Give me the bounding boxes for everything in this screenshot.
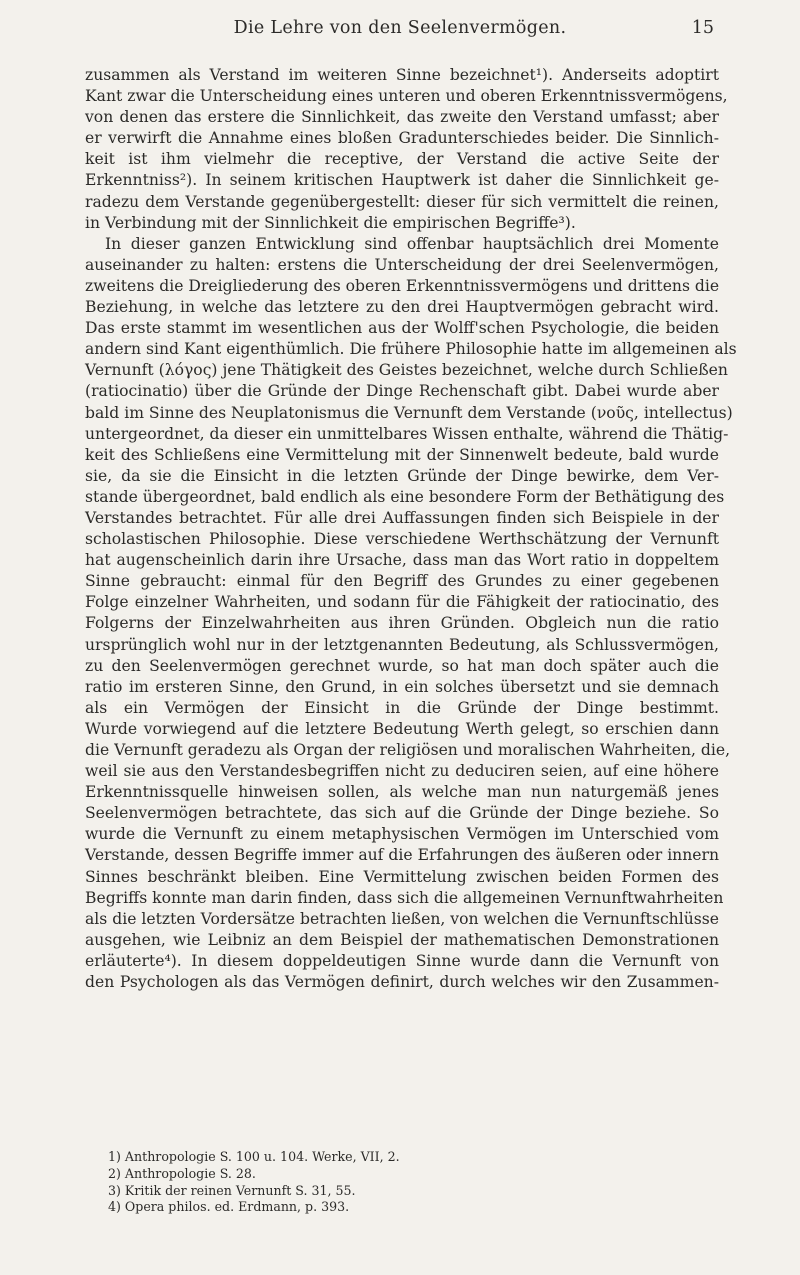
text-line: erläuterte⁴). In diesem doppeldeutigen Sinne wurde dann die Vernunft von bbox=[85, 951, 719, 970]
text-line: keit ist ihm vielmehr die receptive, der Verstand die active Seite der bbox=[85, 150, 719, 169]
text-line: Seelenvermögen betrachtete, das sich auf die Gründe der Dinge beziehe. So bbox=[85, 804, 719, 823]
text-line: Sinne gebraucht: einmal für den Begriff des Grundes zu einer gegebenen bbox=[85, 572, 719, 591]
text-line: Verstande, dessen Begriffe immer auf die Erfahrungen des äußeren oder innern bbox=[85, 846, 719, 865]
text-line: zusammen als Verstand im weiteren Sinne bezeichnet¹). Anderseits adoptirt bbox=[85, 66, 719, 84]
text-line: Begriffs konnte man darin finden, dass sich die allgemeinen Vernunftwahrheiten bbox=[85, 888, 724, 907]
footnote: 2) Anthropologie S. 28. bbox=[108, 1165, 256, 1181]
text-line: ursprünglich wohl nur in der letztgenannten Bedeutung, als Schlussvermögen, bbox=[85, 635, 719, 654]
text-line: sie, da sie die Einsicht in die letzten Gründe der Dinge bewirke, dem Ver- bbox=[85, 466, 719, 485]
text-line: radezu dem Verstande gegenübergestellt: dieser für sich vermittelt die reinen, bbox=[85, 192, 719, 211]
text-line: von denen das erstere die Sinnlichkeit, das zweite den Verstand umfasst; aber bbox=[85, 108, 719, 127]
text-line: zu den Seelenvermögen gerechnet wurde, so hat man doch später auch die bbox=[85, 656, 719, 675]
text-line: als die letzten Vordersätze betrachten ließen, von welchen die Vernunftschlüsse bbox=[85, 909, 719, 928]
text-line: hat augenscheinlich darin ihre Ursache, dass man das Wort ratio in doppeltem bbox=[85, 551, 719, 570]
text-line: andern sind Kant eigenthümlich. Die frühere Philosophie hatte im allgemeinen als bbox=[85, 340, 737, 359]
page-number: 15 bbox=[691, 18, 714, 38]
text-line: stande übergeordnet, bald endlich als eine besondere Form der Bethätigung des bbox=[85, 487, 725, 506]
text-line: Sinnes beschränkt bleiben. Eine Vermittelung zwischen beiden Formen des bbox=[85, 867, 719, 886]
text-line: den Psychologen als das Vermögen definirt, durch welches wir den Zusammen- bbox=[85, 973, 719, 992]
text-line: auseinander zu halten: erstens die Unterscheidung der drei Seelenvermögen, bbox=[85, 255, 719, 274]
text-line: Das erste stammt im wesentlichen aus der Wolff'schen Psychologie, die beiden bbox=[85, 319, 719, 338]
body-text bbox=[85, 65, 737, 993]
text-line: bald im Sinne des Neuplatonismus die Vernunft dem Verstande (νοῦς, intellectus) bbox=[85, 403, 733, 422]
text-line: Kant zwar die Unterscheidung eines unteren und oberen Erkenntnissvermögens, bbox=[85, 87, 728, 106]
text-line: er verwirft die Annahme eines bloßen Gradunterschiedes beider. Die Sinnlich- bbox=[85, 129, 719, 148]
footnote: 1) Anthropologie S. 100 u. 104. Werke, VII, 2. bbox=[108, 1149, 400, 1164]
text-line: untergeordnet, da dieser ein unmittelbares Wissen enthalte, während die Thätig- bbox=[85, 424, 729, 443]
text-line: ausgehen, wie Leibniz an dem Beispiel der mathematischen Demonstrationen bbox=[85, 930, 719, 949]
page-header bbox=[0, 18, 800, 48]
text-line: (ratiocinatio) über die Gründe der Dinge Rechenschaft gibt. Dabei wurde aber bbox=[85, 382, 719, 401]
text-line: Erkenntnissquelle hinweisen sollen, als welche man nun naturgemäß jenes bbox=[85, 783, 719, 802]
text-line: wurde die Vernunft zu einem metaphysischen Vermögen im Unterschied vom bbox=[85, 825, 719, 844]
text-line: Wurde vorwiegend auf die letztere Bedeutung Werth gelegt, so erschien dann bbox=[85, 719, 719, 738]
running-head: Die Lehre von den Seelenvermögen. bbox=[233, 18, 567, 38]
text-line: keit des Schließens eine Vermittelung mit der Sinnenwelt bedeute, bald wurde bbox=[85, 445, 719, 464]
footnote: 3) Kritik der reinen Vernunft S. 31, 55. bbox=[108, 1182, 356, 1198]
text-line: in Verbindung mit der Sinnlichkeit die empirischen Begriffe³). bbox=[85, 213, 576, 232]
text-line: weil sie aus den Verstandesbegriffen nicht zu deduciren seien, auf eine höhere bbox=[85, 762, 719, 781]
text-line: Folgerns der Einzelwahrheiten aus ihren Gründen. Obgleich nun die ratio bbox=[85, 614, 719, 633]
text-line: ratio im ersteren Sinne, den Grund, in ein solches übersetzt und sie demnach bbox=[85, 677, 719, 696]
text-line: die Vernunft geradezu als Organ der religiösen und moralischen Wahrheiten, die, bbox=[85, 741, 731, 759]
text-line: Erkenntniss²). In seinem kritischen Hauptwerk ist daher die Sinnlichkeit ge- bbox=[85, 171, 719, 190]
text-line: Verstandes betrachtet. Für alle drei Auffassungen finden sich Beispiele in der bbox=[85, 508, 719, 527]
text-line: Vernunft (λόγος) jene Thätigkeit des Geistes bezeichnet, welche durch Schließen bbox=[85, 361, 728, 380]
text-line: zweitens die Dreigliederung des oberen Erkenntnissvermögens und drittens die bbox=[85, 276, 720, 295]
footnotes bbox=[108, 1149, 668, 1216]
text-line: als ein Vermögen der Einsicht in die Gründe der Dinge bestimmt. bbox=[85, 698, 719, 717]
text-line: scholastischen Philosophie. Diese verschiedene Werthschätzung der Vernunft bbox=[85, 530, 719, 549]
text-line: In dieser ganzen Entwicklung sind offenbar hauptsächlich drei Momente bbox=[105, 234, 719, 253]
text-line: Folge einzelner Wahrheiten, und sodann für die Fähigkeit der ratiocinatio, des bbox=[85, 593, 719, 612]
text-line: Beziehung, in welche das letztere zu den drei Hauptvermögen gebracht wird. bbox=[85, 298, 719, 317]
footnote: 4) Opera philos. ed. Erdmann, p. 393. bbox=[108, 1199, 350, 1215]
